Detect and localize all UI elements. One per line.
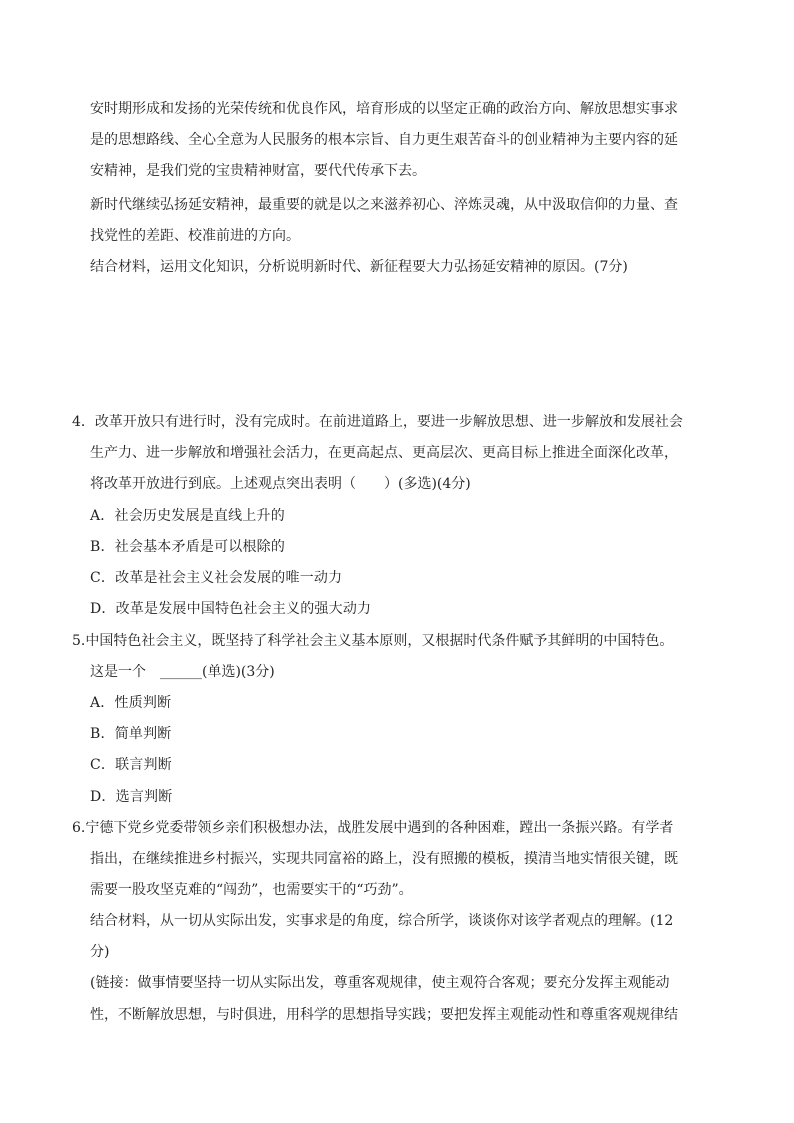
text-line: 安精神，是我们党的宝贵精神财富，要代代传承下去。 xyxy=(90,163,426,179)
question-stem: 指出，在继续推进乡村振兴，实现共同富裕的路上，没有照搬的模板，摸清当地实情很关键，既 xyxy=(90,851,678,867)
text-line: 新时代继续弘扬延安精神，最重要的就是以之来滋养初心、淬炼灵魂，从中汲取信仰的力量、查 xyxy=(90,197,678,213)
question-prompt: 结合材料，从一切从实际出发，实事求是的角度，综合所学，谈谈你对该学者观点的理解。(12 xyxy=(90,913,674,929)
text-line: 找党性的差距、校准前进的方向。 xyxy=(90,228,300,244)
link-note: (链接：做事情要坚持一切从实际出发，尊重客观规律，使主观符合客观；要充分发挥主观能动 xyxy=(90,975,670,991)
option-b: B．社会基本矛盾是可以根除的 xyxy=(90,539,286,555)
option-c: C．联言判断 xyxy=(90,757,172,773)
text-line: 安时期形成和发扬的光荣传统和优良作风，培育形成的以坚定正确的政治方向、解放思想实事求 xyxy=(90,101,678,117)
option-b: B．简单判断 xyxy=(90,726,172,742)
question-stem: 5.中国特色社会主义，既坚持了科学社会主义基本原则，又根据时代条件赋予其鲜明的中国特色。 xyxy=(72,633,674,649)
option-a: A．社会历史发展是直线上升的 xyxy=(90,508,285,524)
question-stem: 生产力、进一步解放和增强社会活力，在更高起点、更高层次、更高目标上推进全面深化改革， xyxy=(90,445,678,461)
text-line: 是的思想路线、全心全意为人民服务的根本宗旨、自力更生艰苦奋斗的创业精神为主要内容的延 xyxy=(90,132,678,148)
question-stem: 4．改革开放只有进行时，没有完成时。在前进道路上，要进一步解放思想、进一步解放和发展社会 xyxy=(72,414,683,430)
question-prompt: 分) xyxy=(90,944,110,960)
link-note: 性，不断解放思想，与时俱进，用科学的思想指导实践；要把发挥主观能动性和尊重客观规律结 xyxy=(90,1007,678,1023)
question-stem: 将改革开放进行到底。上述观点突出表明（ ）(多选)(4分) xyxy=(90,476,471,492)
question-stem: 需要一股攻坚克难的“闯劲”，也需要实干的“巧劲”。 xyxy=(90,882,413,898)
question-stem: 6.宁德下党乡党委带领乡亲们积极想办法，战胜发展中遇到的各种困难，蹚出一条振兴路。有学者 xyxy=(72,820,674,836)
question-stem: 这是一个 ______(单选)(3分) xyxy=(90,664,275,680)
option-c: C．改革是社会主义社会发展的唯一动力 xyxy=(90,570,343,586)
question-prompt: 结合材料，运用文化知识，分析说明新时代、新征程要大力弘扬延安精神的原因。(7分) xyxy=(90,259,628,275)
option-a: A．性质判断 xyxy=(90,695,172,711)
option-d: D．改革是发展中国特色社会主义的强大动力 xyxy=(90,601,372,617)
option-d: D．选言判断 xyxy=(90,789,173,805)
